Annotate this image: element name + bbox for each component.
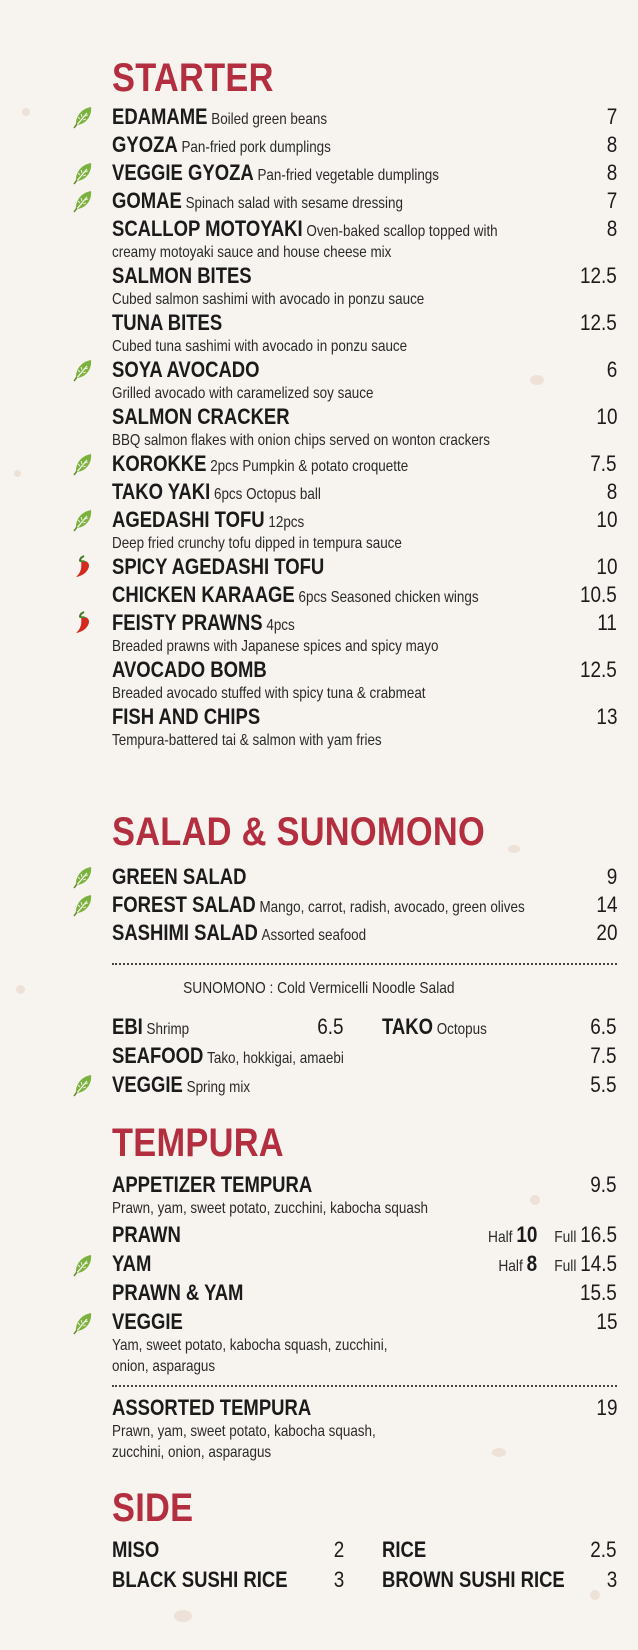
item-name: GOMAE [112, 188, 182, 213]
item-description-line: Cubed tuna sashimi with avocado in ponzu sauce [112, 338, 408, 355]
item-price: 8 [606, 160, 617, 185]
item-description: 12pcs [268, 514, 305, 531]
menu-item-korokke [112, 451, 617, 477]
item-price: 19 [595, 1395, 617, 1420]
menu-item-prawn-tempura: PRAWN Half 10 Full 16.5 [112, 1222, 617, 1247]
menu-item-spicy-agedashi-tofu [112, 554, 617, 580]
menu-item-tako-yaki [112, 479, 617, 505]
menu-item-ebi: EBI Shrimp 6.5 [112, 1014, 344, 1039]
menu-item-sashimi-salad [112, 920, 617, 946]
menu-item-appetizer-tempura: APPETIZER TEMPURA 9.5 Prawn, yam, sweet potato, zucchini, kabocha squash [112, 1172, 617, 1217]
item-description: 6pcs Seasoned chicken wings [298, 589, 479, 606]
item-name: SOYA AVOCADO [112, 357, 260, 382]
menu-item-veggie-gyoza [112, 160, 617, 186]
item-description-line: BBQ salmon flakes with onion chips served on wonton crackers [112, 432, 490, 449]
menu-item-scallop-motoyaki [112, 216, 617, 263]
item-price: 9 [606, 864, 617, 889]
leaf-icon [72, 452, 94, 476]
item-price: 8 [606, 479, 617, 504]
item-description: 4pcs [266, 617, 295, 634]
item-description: Pan-fried pork dumplings [181, 139, 331, 156]
item-description: Mango, carrot, radish, avocado, green olives [259, 899, 525, 916]
item-price: 8 [606, 132, 617, 157]
item-name: TUNA BITES [112, 310, 223, 335]
menu-item-green-salad [112, 864, 617, 890]
item-price: 6.5 [317, 1014, 344, 1039]
item-price: 7 [606, 104, 617, 129]
leaf-icon [72, 865, 94, 889]
item-name: FISH AND CHIPS [112, 704, 261, 729]
item-name: FOREST SALAD [112, 892, 256, 917]
item-name: KOROKKE [112, 451, 207, 476]
paper-speck [508, 845, 520, 853]
item-description: 2pcs Pumpkin & potato croquette [210, 458, 409, 475]
menu-item-rice: RICE 2.5 [382, 1537, 617, 1562]
menu-item-miso: MISO 2 [112, 1537, 344, 1562]
item-description: Pan-fried vegetable dumplings [257, 167, 440, 184]
item-price: 10 [595, 404, 617, 429]
item-name: SALMON CRACKER [112, 404, 290, 429]
item-price: 14 [595, 892, 617, 917]
item-description-line: Breaded avocado stuffed with spicy tuna & crabmeat [112, 685, 426, 702]
leaf-icon [72, 161, 94, 185]
divider [112, 963, 617, 965]
item-price: 20 [595, 920, 617, 945]
menu-item-avocado-bomb [112, 657, 617, 704]
menu-item-soya-avocado [112, 357, 617, 404]
leaf-icon [72, 189, 94, 213]
leaf-icon [72, 1253, 94, 1277]
item-name: SALMON BITES [112, 263, 252, 288]
menu-item-gyoza [112, 132, 617, 158]
item-price: 2.5 [590, 1537, 617, 1562]
item-price: 12.5 [580, 657, 617, 682]
item-description: Boiled green beans [211, 111, 328, 128]
divider [112, 1385, 617, 1387]
menu-item-tuna-bites [112, 310, 617, 357]
item-description-line: Tempura-battered tai & salmon with yam fries [112, 732, 382, 749]
menu-item-agedashi-tofu [112, 507, 617, 554]
item-price: 12.5 [580, 263, 617, 288]
paper-speck [174, 1610, 192, 1622]
item-price: 3 [606, 1567, 617, 1592]
section-title-side: SIDE [112, 1486, 194, 1530]
item-price: 10.5 [580, 582, 617, 607]
leaf-icon [72, 893, 94, 917]
leaf-icon [72, 508, 94, 532]
item-price: 6 [606, 357, 617, 382]
item-description: Oven-baked scallop topped with [306, 223, 498, 240]
menu-item-tako: TAKO Octopus 6.5 [382, 1014, 617, 1039]
item-description: Spinach salad with sesame dressing [185, 195, 403, 212]
item-description-line: Cubed salmon sashimi with avocado in ponzu sauce [112, 291, 425, 308]
item-price: 10 [595, 507, 617, 532]
item-name: VEGGIE GYOZA [112, 160, 254, 185]
menu-item-gomae [112, 188, 617, 214]
item-name: GYOZA [112, 132, 178, 157]
item-price: 15.5 [580, 1280, 617, 1305]
menu-item-fish-and-chips [112, 704, 617, 751]
item-name: AGEDASHI TOFU [112, 507, 265, 532]
item-name: CHICKEN KARAAGE [112, 582, 295, 607]
menu-item-veggie-sunomono: VEGGIE Spring mix 5.5 [112, 1072, 617, 1097]
item-price: 7.5 [590, 1043, 617, 1068]
item-price: 7.5 [590, 451, 617, 476]
item-price: 3 [333, 1567, 344, 1592]
item-name: SPICY AGEDASHI TOFU [112, 554, 325, 579]
menu-item-edamame [112, 104, 617, 130]
menu-item-forest-salad [112, 892, 617, 918]
leaf-icon [72, 1073, 94, 1097]
item-name: GREEN SALAD [112, 864, 247, 889]
item-name: FEISTY PRAWNS [112, 610, 263, 635]
chili-icon [72, 555, 94, 579]
section-title-tempura: TEMPURA [112, 1121, 284, 1165]
item-description-line: creamy motoyaki sauce and house cheese mix [112, 244, 392, 261]
menu-item-chicken-karaage [112, 582, 617, 608]
item-description-line: Breaded prawns with Japanese spices and spicy mayo [112, 638, 439, 655]
menu-item-assorted-tempura: ASSORTED TEMPURA 19 Prawn, yam, sweet potato, kabocha squash, zucchini, onion, asparagus [112, 1395, 617, 1461]
item-price: 10 [595, 554, 617, 579]
item-description-line: Deep fried crunchy tofu dipped in tempura sauce [112, 535, 402, 552]
item-name: SASHIMI SALAD [112, 920, 258, 945]
menu-item-feisty-prawns [112, 610, 617, 657]
item-description-line: Grilled avocado with caramelized soy sauce [112, 385, 374, 402]
item-price: 15 [595, 1309, 617, 1334]
sunomono-note: SUNOMONO : Cold Vermicelli Noodle Salad [183, 980, 455, 997]
paper-speck [22, 108, 30, 116]
item-price: 9.5 [590, 1172, 617, 1197]
leaf-icon [72, 1311, 94, 1335]
menu-item-prawn-yam: PRAWN & YAM 15.5 [112, 1280, 617, 1305]
leaf-icon [72, 358, 94, 382]
item-price: 13 [595, 704, 617, 729]
menu-item-salmon-cracker [112, 404, 617, 451]
item-name: EDAMAME [112, 104, 208, 129]
leaf-icon [72, 105, 94, 129]
item-price: 2 [333, 1537, 344, 1562]
chili-icon [72, 611, 94, 635]
item-name: AVOCADO BOMB [112, 657, 267, 682]
item-description: Assorted seafood [261, 927, 367, 944]
item-name: SCALLOP MOTOYAKI [112, 216, 303, 241]
menu-item-yam-tempura: YAM Half 8 Full 14.5 [112, 1251, 617, 1276]
item-price: 12.5 [580, 310, 617, 335]
section-title-starter: STARTER [112, 56, 274, 100]
menu-item-veggie-tempura: VEGGIE 15 Yam, sweet potato, kabocha squash, zucchini, onion, asparagus [112, 1309, 617, 1375]
item-price: 8 [606, 216, 617, 241]
menu-item-brown-sushi-rice: BROWN SUSHI RICE 3 [382, 1567, 617, 1592]
item-price: 11 [597, 610, 617, 635]
menu-item-salmon-bites [112, 263, 617, 310]
item-price: 7 [606, 188, 617, 213]
item-name: TAKO YAKI [112, 479, 211, 504]
item-price: 5.5 [590, 1072, 617, 1097]
menu-item-seafood: SEAFOOD Tako, hokkigai, amaebi 7.5 [112, 1043, 617, 1068]
item-price: 6.5 [590, 1014, 617, 1039]
section-title-salad: SALAD & SUNOMONO [112, 810, 485, 854]
paper-speck [14, 470, 21, 477]
item-description: 6pcs Octopus ball [213, 486, 321, 503]
menu-item-black-sushi-rice: BLACK SUSHI RICE 3 [112, 1567, 344, 1592]
